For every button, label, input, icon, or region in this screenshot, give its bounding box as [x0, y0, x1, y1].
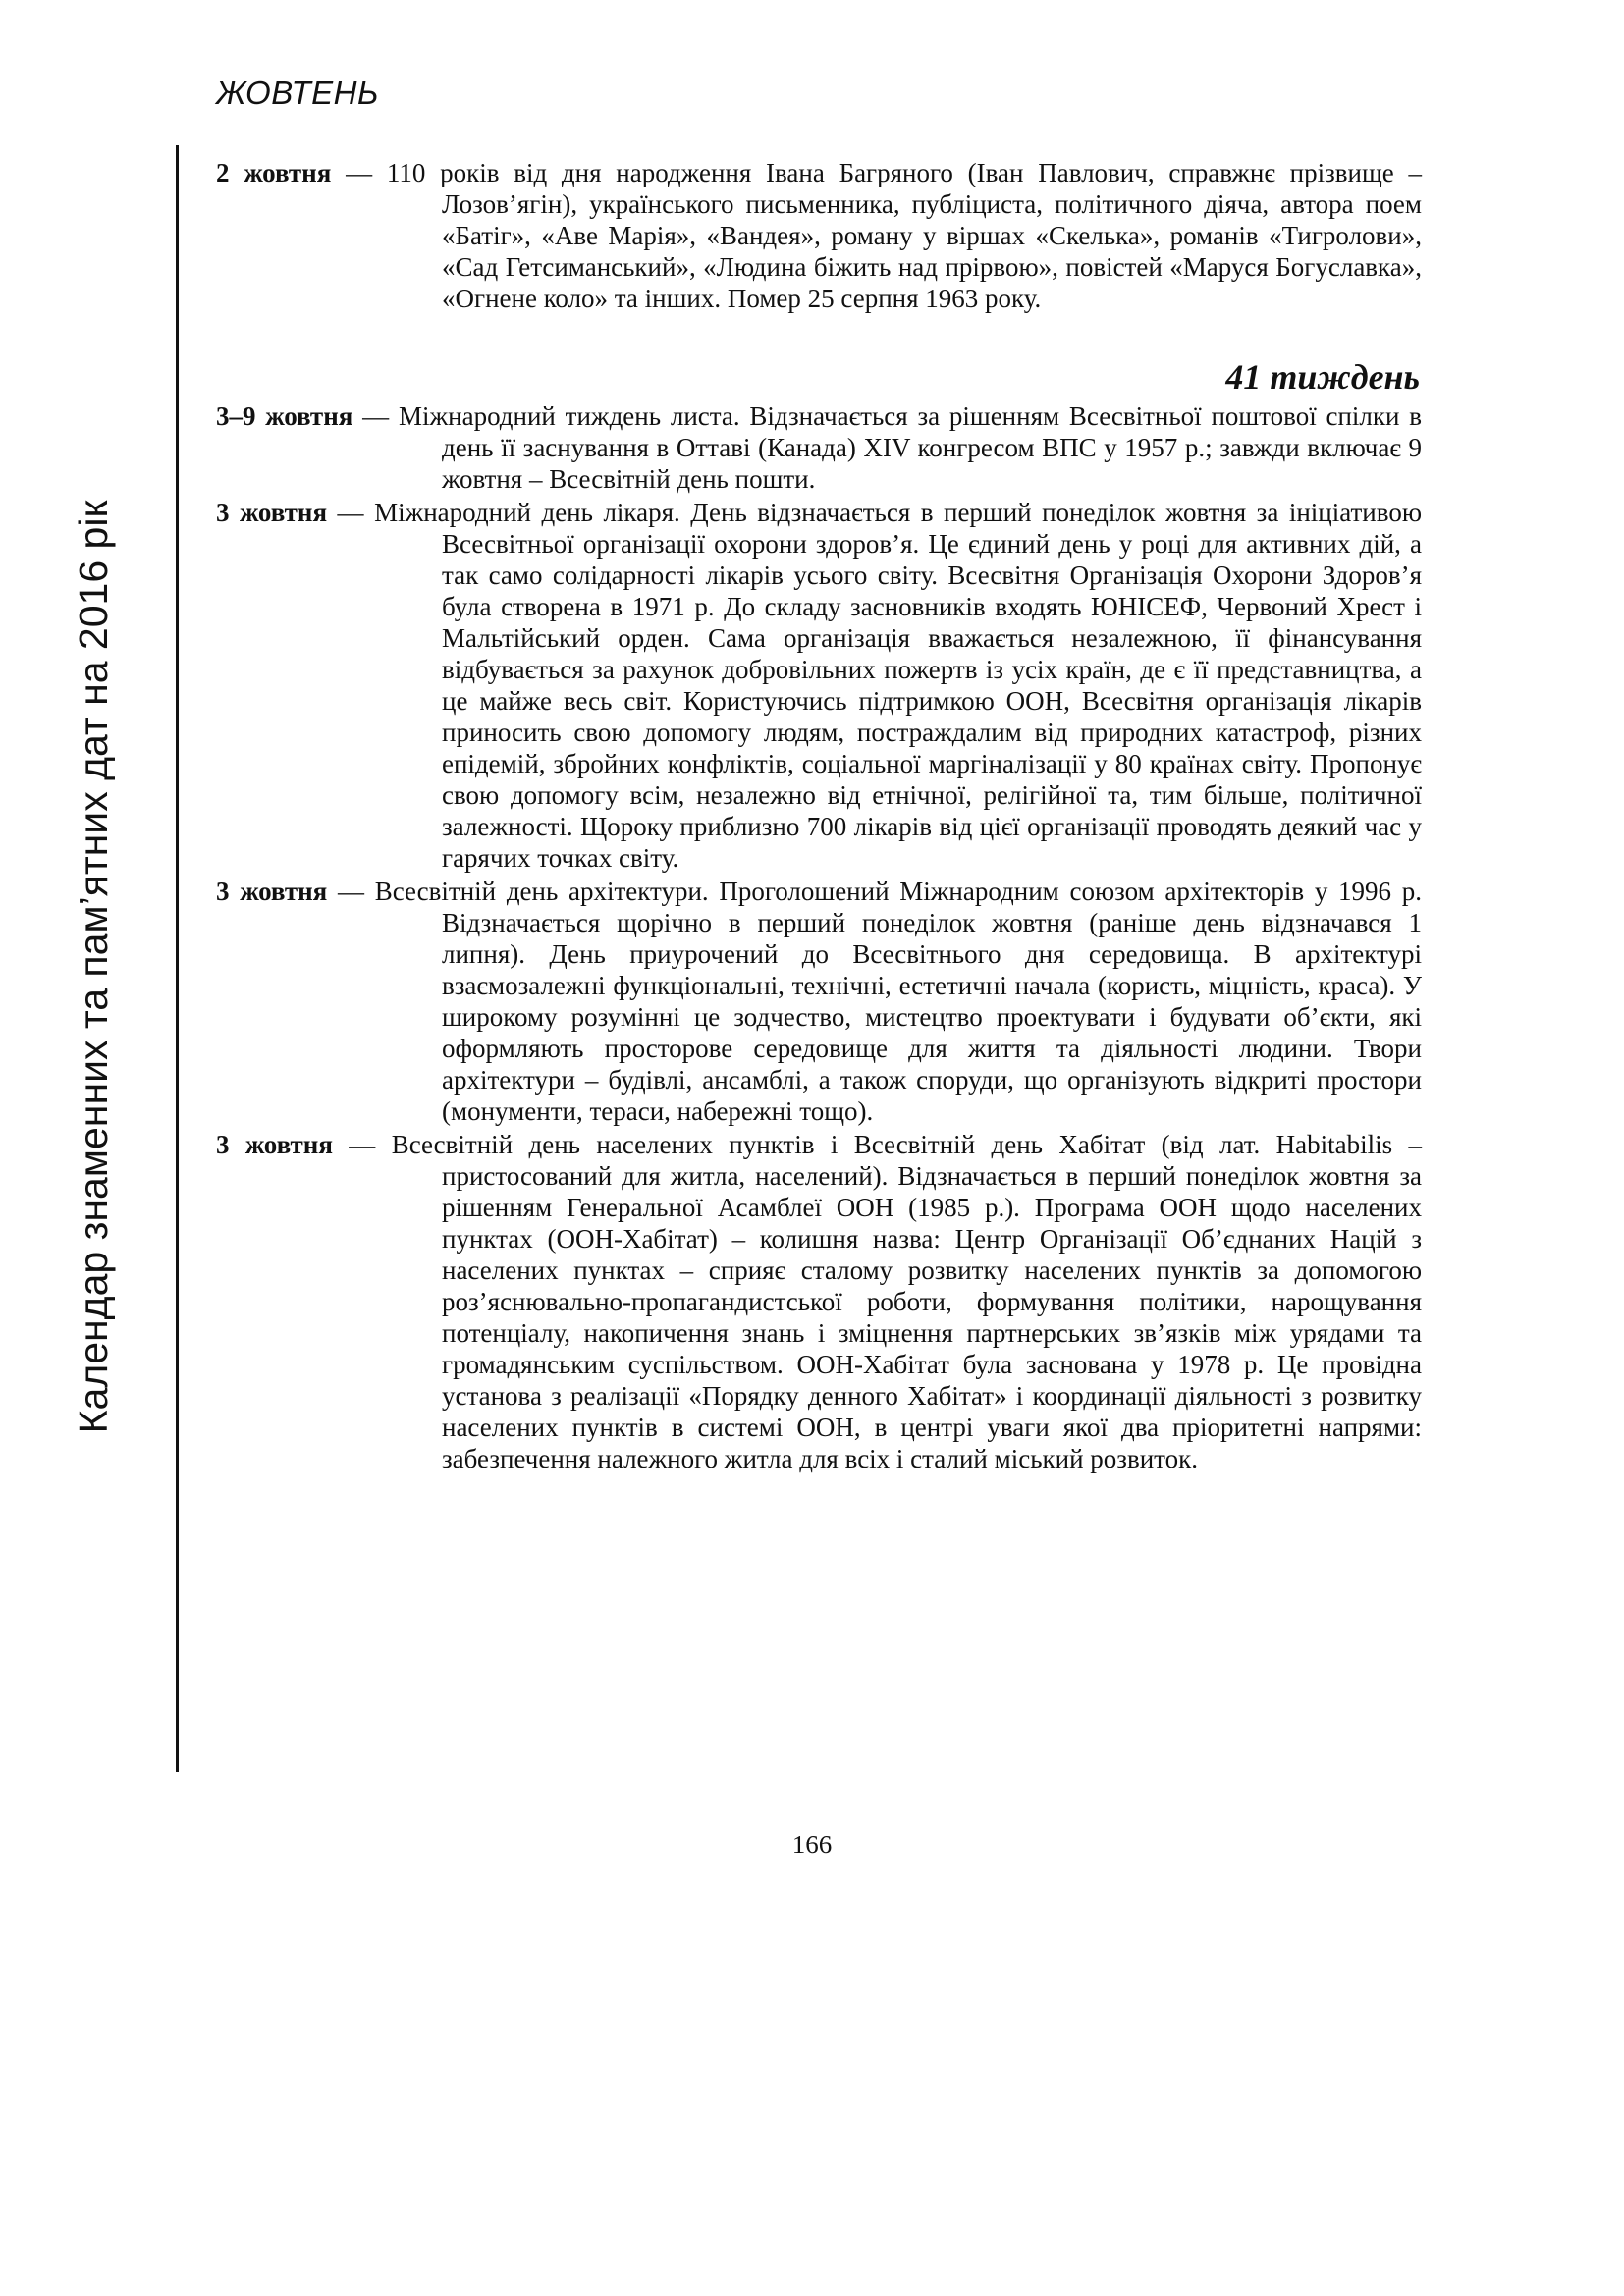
page-number: 166	[791, 1830, 833, 1859]
entry-october-3-architecture-day	[216, 876, 1422, 1127]
entry-october-3-9	[216, 400, 1422, 495]
entry-separator: —	[331, 158, 387, 187]
entry-separator: —	[327, 877, 375, 906]
entry-october-3-habitat-day	[216, 1129, 1422, 1474]
entry-date: 3 жовтня	[216, 1130, 333, 1159]
entry-date: 2 жовтня	[216, 158, 332, 187]
entry-separator: —	[352, 401, 399, 431]
sidebar-title: Календар знаменних та пам’ятних дат на 2016 рік	[71, 500, 116, 1434]
sidebar-divider-line	[176, 145, 179, 1772]
entry-text: Всесвітній день архітектури. Проголошений Міжнародним союзом архітекторів у 1996 р. Відзначається щорічно в перший понеділок жовтня (раніше день відзначався 1 липня). День приурочений до Всесвітнього дня середовища. В архітектурі взаємозалежні функціональні, технічні, естетичні начала (користь, міцність, краса). У широкому розумінні це зодчество, мистецтво проектувати і будувати об’єкти, які оформляють просторове середовище для життя та діяльності людини. Твори архітектури – будівлі, ансамблі, а також споруди, що організують відкриті простори (монументи, тераси, набережні тощо).	[374, 877, 1422, 1126]
entry-date: 3 жовтня	[216, 877, 328, 906]
entry-text: Міжнародний день лікаря. День відзначається в перший понеділок жовтня за ініціативою Всесвітньої організації охорони здоров’я. Це єдиний день у році для активних дій, а так само солідарності лікарів усього світу. Всесвітня Організація Охорони Здоров’я була створена в 1971 р. До складу засновників входять ЮНІСЕФ, Червоний Хрест і Мальтійський орден. Сама організація вважається незалежною, її фінансування відбувається за рахунок добровільних пожертв із усіх країн, де є її представництва, а це майже весь світ. Користуючись підтримкою ООН, Всесвітня організація лікарів приносить свою допомогу людям, постраждалим від природних катастроф, різних епідемій, збройних конфліктів, соціальної маргіналізації у 80 країнах світу. Пропонує свою допомогу всім, незалежно від етнічної, релігійної та, тим більше, політичної залежності. Щороку приблизно 700 лікарів від цієї організації проводять деякий час у гарячих точках світу.	[374, 498, 1422, 873]
entry-text: Міжнародний тиждень листа. Відзначається за рішенням Всесвітньої поштової спілки в день її заснування в Оттаві (Канада) XIV конгресом ВПС у 1957 р.; завжди включає 9 жовтня – Всесвітній день пошти.	[398, 401, 1423, 494]
entry-date: 3–9 жовтня	[216, 401, 353, 431]
running-header: ЖОВТЕНЬ	[216, 75, 379, 111]
week-heading: 41 тиждень	[1225, 357, 1420, 397]
entry-october-3-doctor-day	[216, 497, 1422, 874]
entry-separator: —	[332, 1130, 392, 1159]
entry-october-2	[216, 157, 1422, 314]
main-content	[216, 157, 1422, 1476]
entry-text: Всесвітній день населених пунктів і Всесвітній день Хабітат (від лат. Habitabilis – пристосований для житла, населений). Відзначається в перший понеділок жовтня за рішенням Генеральної Асамблеї ООН (1985 р.). Програма ООН щодо населених пунктах (ООН-Хабітат) – колишня назва: Центр Організації Об’єднаних Націй з населених пунктах – сприяє сталому розвитку населених пунктів за допомогою роз’яснювально-пропагандистської роботи, формування політики, нарощування потенціалу, накопичення знань і зміцнення партнерських зв’язків між урядами та громадянським суспільством. ООН-Хабітат була заснована у 1978 р. Це провідна установа з реалізації «Порядку денного Хабітат» і координації діяльності з розвитку населених пунктів в системі ООН, в центрі уваги якої два пріоритетні напрями: забезпечення належного житла для всіх і сталий міський розвиток.	[391, 1130, 1422, 1473]
entry-date: 3 жовтня	[216, 498, 328, 527]
entry-text: 110 років від дня народження Івана Багряного (Іван Павлович, справжнє прізвище – Лозов’ягін), українського письменника, публіциста, політичного діяча, автора поем «Батіг», «Аве Марія», «Вандея», роману у віршах «Скелька», романів «Тигролови», «Сад Гетсиманський», «Людина біжить над прірвою», повістей «Маруся Богуславка», «Огнене коло» та інших. Помер 25 серпня 1963 року.	[386, 158, 1423, 313]
entry-separator: —	[327, 498, 375, 527]
